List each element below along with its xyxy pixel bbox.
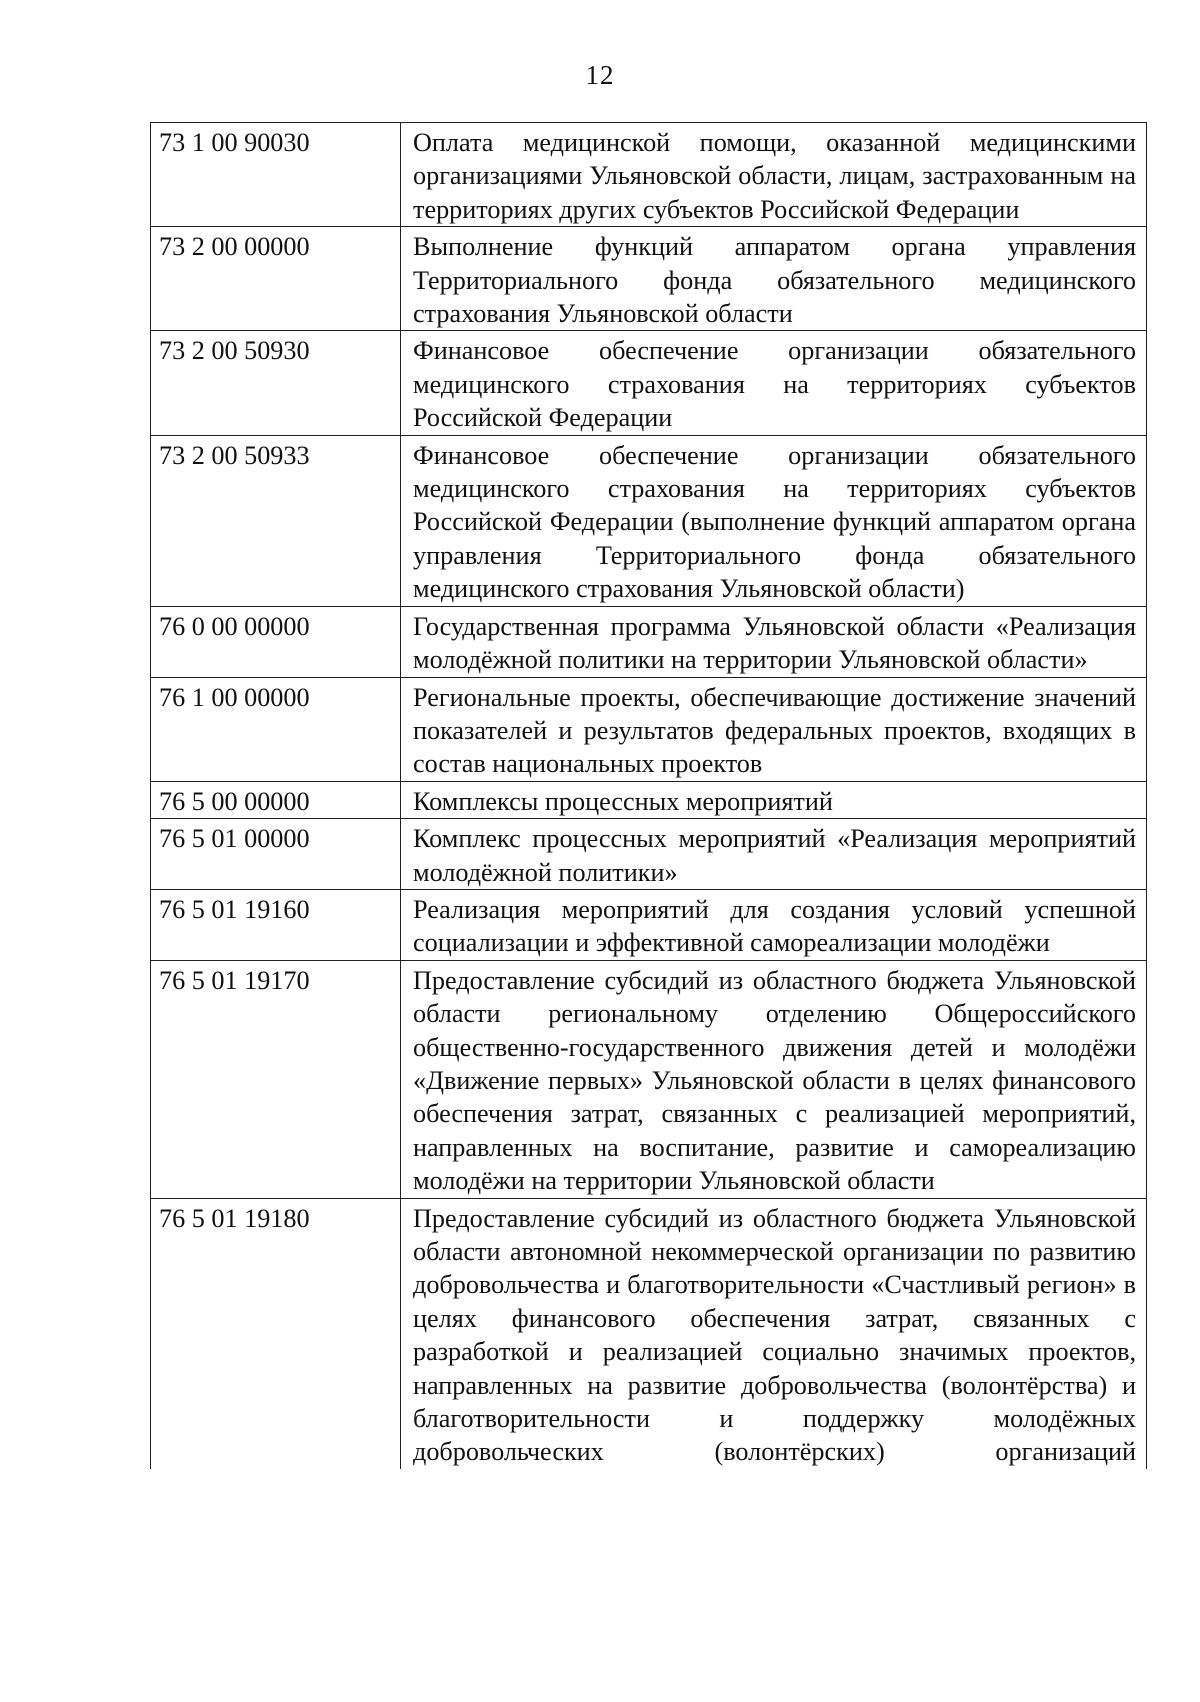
row-description: Предоставление субсидий из областного бюджета Ульяновской области автономной некоммерческой организации по развитию добровольчества и благотворительности «Счастливый регион» в целях финансового обеспечения затрат, связанных с разработкой и реализацией социально значимых проектов, направленных на развитие добровольчества (волонтёрства) и благотворительности и поддержку молодёжных добровольческих (волонтёрских) организаций bbox=[401, 1198, 1147, 1469]
table-row bbox=[151, 889, 1147, 960]
row-code: 73 2 00 50930 bbox=[151, 331, 401, 435]
row-description: Комплекс процессных мероприятий «Реализация мероприятий молодёжной политики» bbox=[401, 819, 1147, 890]
row-description: Предоставление субсидий из областного бюджета Ульяновской области региональному отделению Общероссийского общественно-государственного движения детей и молодёжи «Движение первых» Ульяновской области в целях финансового обеспечения затрат, связанных с реализацией мероприятий, направленных на воспитание, развитие и самореализацию молодёжи на территории Ульяновской области bbox=[401, 960, 1147, 1198]
row-description: Финансовое обеспечение организации обязательного медицинского страхования на территориях субъектов Российской Федерации bbox=[401, 331, 1147, 435]
table-row bbox=[151, 677, 1147, 781]
row-description: Финансовое обеспечение организации обязательного медицинского страхования на территориях субъектов Российской Федерации (выполнение функций аппаратом органа управления Территориального фонда обязательного медицинского страхования Ульяновской области) bbox=[401, 435, 1147, 606]
row-description: Оплата медицинской помощи, оказанной медицинскими организациями Ульяновской области, лицам, застрахованным на территориях других субъектов Российской Федерации bbox=[401, 123, 1147, 227]
row-code: 76 5 01 19170 bbox=[151, 960, 401, 1198]
row-code: 76 5 00 00000 bbox=[151, 781, 401, 818]
table-row bbox=[151, 960, 1147, 1198]
table-row bbox=[151, 1198, 1147, 1469]
row-code: 73 2 00 50933 bbox=[151, 435, 401, 606]
row-code: 73 2 00 00000 bbox=[151, 227, 401, 331]
row-description: Государственная программа Ульяновской области «Реализация молодёжной политики на территории Ульяновской области» bbox=[401, 606, 1147, 677]
table-row bbox=[151, 435, 1147, 606]
row-code: 73 1 00 90030 bbox=[151, 123, 401, 227]
budget-codes-table bbox=[150, 122, 1147, 1469]
row-code: 76 5 01 00000 bbox=[151, 819, 401, 890]
table-row bbox=[151, 123, 1147, 227]
row-code: 76 0 00 00000 bbox=[151, 606, 401, 677]
row-description: Региональные проекты, обеспечивающие достижение значений показателей и результатов федеральных проектов, входящих в состав национальных проектов bbox=[401, 677, 1147, 781]
row-description: Выполнение функций аппаратом органа управления Территориального фонда обязательного медицинского страхования Ульяновской области bbox=[401, 227, 1147, 331]
row-description: Реализация мероприятий для создания условий успешной социализации и эффективной самореализации молодёжи bbox=[401, 889, 1147, 960]
row-code: 76 1 00 00000 bbox=[151, 677, 401, 781]
table-row bbox=[151, 819, 1147, 890]
row-description: Комплексы процессных мероприятий bbox=[401, 781, 1147, 818]
page-number: 12 bbox=[585, 60, 615, 90]
row-code: 76 5 01 19160 bbox=[151, 889, 401, 960]
row-code: 76 5 01 19180 bbox=[151, 1198, 401, 1469]
table-row bbox=[151, 227, 1147, 331]
table-row bbox=[151, 606, 1147, 677]
table-row bbox=[151, 781, 1147, 818]
table-row bbox=[151, 331, 1147, 435]
